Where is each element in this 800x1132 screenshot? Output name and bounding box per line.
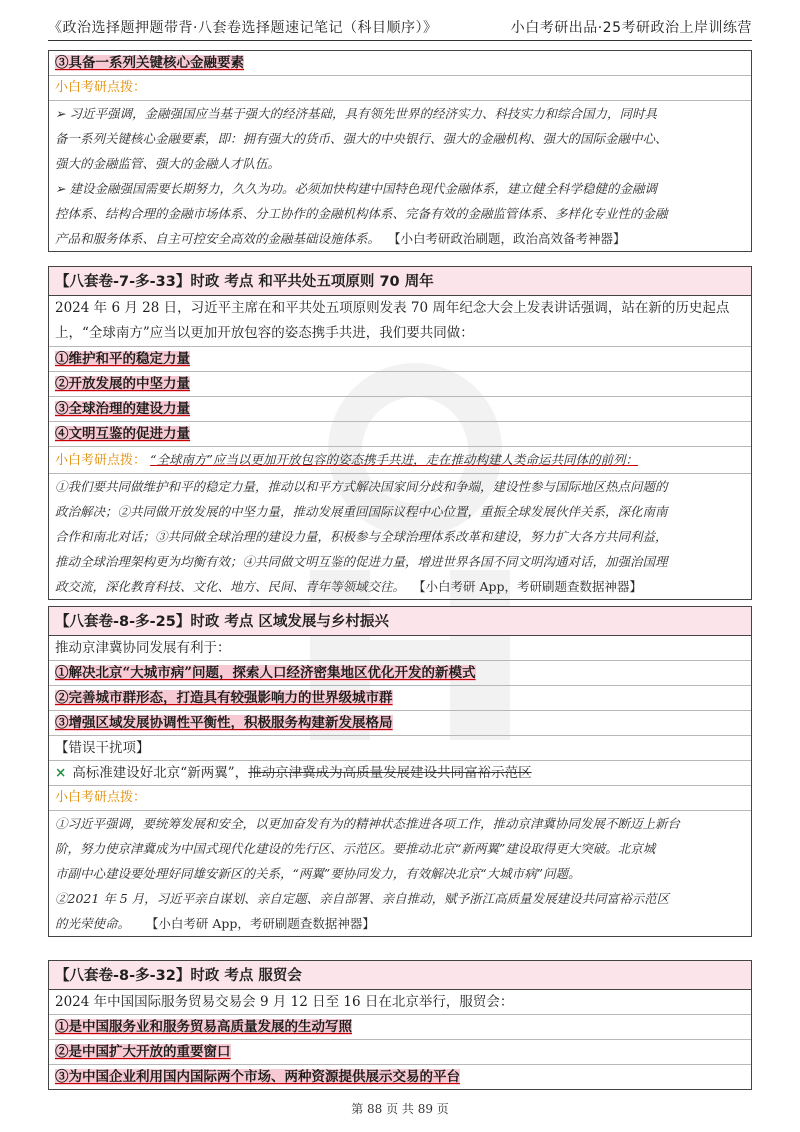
tip-line: 备一系列关键核心金融要素，即：拥有强大的货币、强大的中央银行、强大的金融机构、强大的国际金融中心、 — [55, 131, 668, 146]
tip-line: 控体系、结构合理的金融市场体系、分工协作的金融机构体系、完备有效的金融监管体系、多样化专业性的金融 — [55, 206, 668, 221]
question-block-8-32 — [48, 960, 752, 1090]
option-1: ①维护和平的稳定力量 — [49, 347, 751, 372]
tip-line: 强大的金融监管、强大的金融人才队伍。 — [55, 156, 281, 171]
wrong-options-heading: 【错误干扰项】 — [49, 736, 751, 761]
tip-line: 政治解决；②共同做开放发展的中坚力量，推动发展重回国际议程中心位置，重振全球发展伙伴关系，深化南南 — [55, 504, 668, 519]
tip-line: 推动全球治理架构更为均衡有效；④共同做文明互鉴的促进力量，增进世界各国不同文明沟通对话，加强治国理 — [55, 554, 668, 569]
question-title: 【八套卷-8-多-25】时政 考点 区域发展与乡村振兴 — [49, 607, 751, 636]
tip-line: 合作和南北对话；③共同做全球治理的建设力量，积极参与全球治理体系改革和建设，努力扩大各方共同利益， — [55, 529, 668, 544]
question-title: 【八套卷-7-多-33】时政 考点 和平共处五项原则 70 周年 — [49, 267, 751, 296]
option-3: ③增强区域发展协调性平衡性，积极服务构建新发展格局 — [49, 711, 751, 736]
tip-body — [49, 101, 751, 251]
question-block-8-25 — [48, 606, 752, 937]
question-stem: 2024 年 6 月 28 日，习近平主席在和平共处五项原则发表 70 周年纪念大会上发表讲话强调，站在新的历史起点 上，“全球南方”应当以更加开放包容的姿态携手共进，我们要共同做： — [49, 296, 751, 347]
wrong-mark-icon: × — [55, 765, 67, 781]
tip-line: ①我们要共同做维护和平的稳定力量，推动以和平方式解决国家间分歧和争端，建设性参与国际地区热点问题的 — [55, 479, 668, 494]
option-2: ②完善城市群形态，打造具有较强影响力的世界级城市群 — [49, 686, 751, 711]
page-header — [48, 14, 752, 41]
tip-heading: 小白考研点拨： — [49, 786, 751, 811]
question-title: 【八套卷-8-多-32】时政 考点 服贸会 — [49, 961, 751, 990]
tip-heading: 小白考研点拨： — [49, 76, 751, 101]
header-right-title: 小白考研出品·25考研政治上岸训练营 — [510, 20, 752, 36]
promo-tag: 【小白考研政治刷题，政治高效备考神器】 — [387, 231, 626, 246]
tip-line: 产品和服务体系、自主可控安全高效的金融基础设施体系。 【小白考研政治刷题，政治高效备考神器】 — [55, 231, 626, 246]
tip-body — [49, 474, 751, 599]
question-stem: 推动京津冀协同发展有利于： — [49, 636, 751, 661]
option-4: ④文明互鉴的促进力量 — [49, 422, 751, 447]
option-1: ①解决北京“大城市病”问题，探索人口经济密集地区优化开发的新模式 — [49, 661, 751, 686]
tip-summary: “全球南方”应当以更加开放包容的姿态携手共进，走在推动构建人类命运共同体的前列： — [150, 452, 638, 467]
page-number: 第 88 页 共 89 页 — [351, 1102, 449, 1116]
tip-line: ➢ 习近平强调，金融强国应当基于强大的经济基础，具有领先世界的经济实力、科技实力和综合国力，同时具 — [55, 106, 657, 121]
header-left-title: 《政治选择题押题带背·八套卷选择题速记笔记（科目顺序）》 — [48, 20, 438, 36]
tip-line: ①习近平强调，要统筹发展和安全，以更加奋发有为的精神状态推进各项工作，推动京津冀协同发展不断迈上新台 — [55, 816, 681, 831]
tip-line: ➢ 建设金融强国需要长期努力，久久为功。必须加快构建中国特色现代金融体系，建立健全科学稳健的金融调 — [55, 181, 657, 196]
tip-line: 的光荣使命。 【小白考研 App，考研刷题查数据神器】 — [55, 916, 375, 931]
tip-heading: 小白考研点拨： “全球南方”应当以更加开放包容的姿态携手共进，走在推动构建人类命运共同体的前列： — [49, 447, 751, 474]
question-block-continued — [48, 50, 752, 252]
option-2: ②开放发展的中坚力量 — [49, 372, 751, 397]
option-3: ③具备一系列关键核心金融要素 — [49, 51, 751, 76]
option-3: ③为中国企业利用国内国际两个市场、两种资源提供展示交易的平台 — [55, 1069, 460, 1085]
option-2: ②是中国扩大开放的重要窗口 — [49, 1040, 751, 1065]
promo-tag: 【小白考研 App，考研刷题查数据神器】 — [145, 916, 375, 931]
tip-body — [49, 811, 751, 936]
option-3: ③全球治理的建设力量 — [49, 397, 751, 422]
tip-line: 政交流，深化教育科技、文化、地方、民间、青年等领域交往。 【小白考研 App，考研刷题查数据神器】 — [55, 579, 642, 594]
tip-line: 阶，努力使京津冀成为中国式现代化建设的先行区、示范区。要推动北京“新两翼”建设取得更大突破。北京城 — [55, 841, 656, 856]
tip-line: 市副中心建设要处理好同雄安新区的关系，“两翼”要协同发力，有效解决北京“大城市病”问题。 — [55, 866, 581, 881]
question-block-7-33 — [48, 266, 752, 600]
promo-tag: 【小白考研 App，考研刷题查数据神器】 — [412, 579, 642, 594]
option-1: ①是中国服务业和服务贸易高质量发展的生动写照 — [49, 1015, 751, 1040]
wrong-option: × 高标准建设好北京“新两翼”，推动京津冀成为高质量发展建设共同富裕示范区 — [49, 761, 751, 786]
question-stem: 2024 年中国国际服务贸易交易会 9 月 12 日至 16 日在北京举行，服贸会： — [49, 990, 751, 1015]
tip-line: ②2021 年 5 月，习近平亲自谋划、亲自定题、亲自部署、亲自推动，赋予浙江高质量发展建设共同富裕示范区 — [55, 891, 670, 906]
